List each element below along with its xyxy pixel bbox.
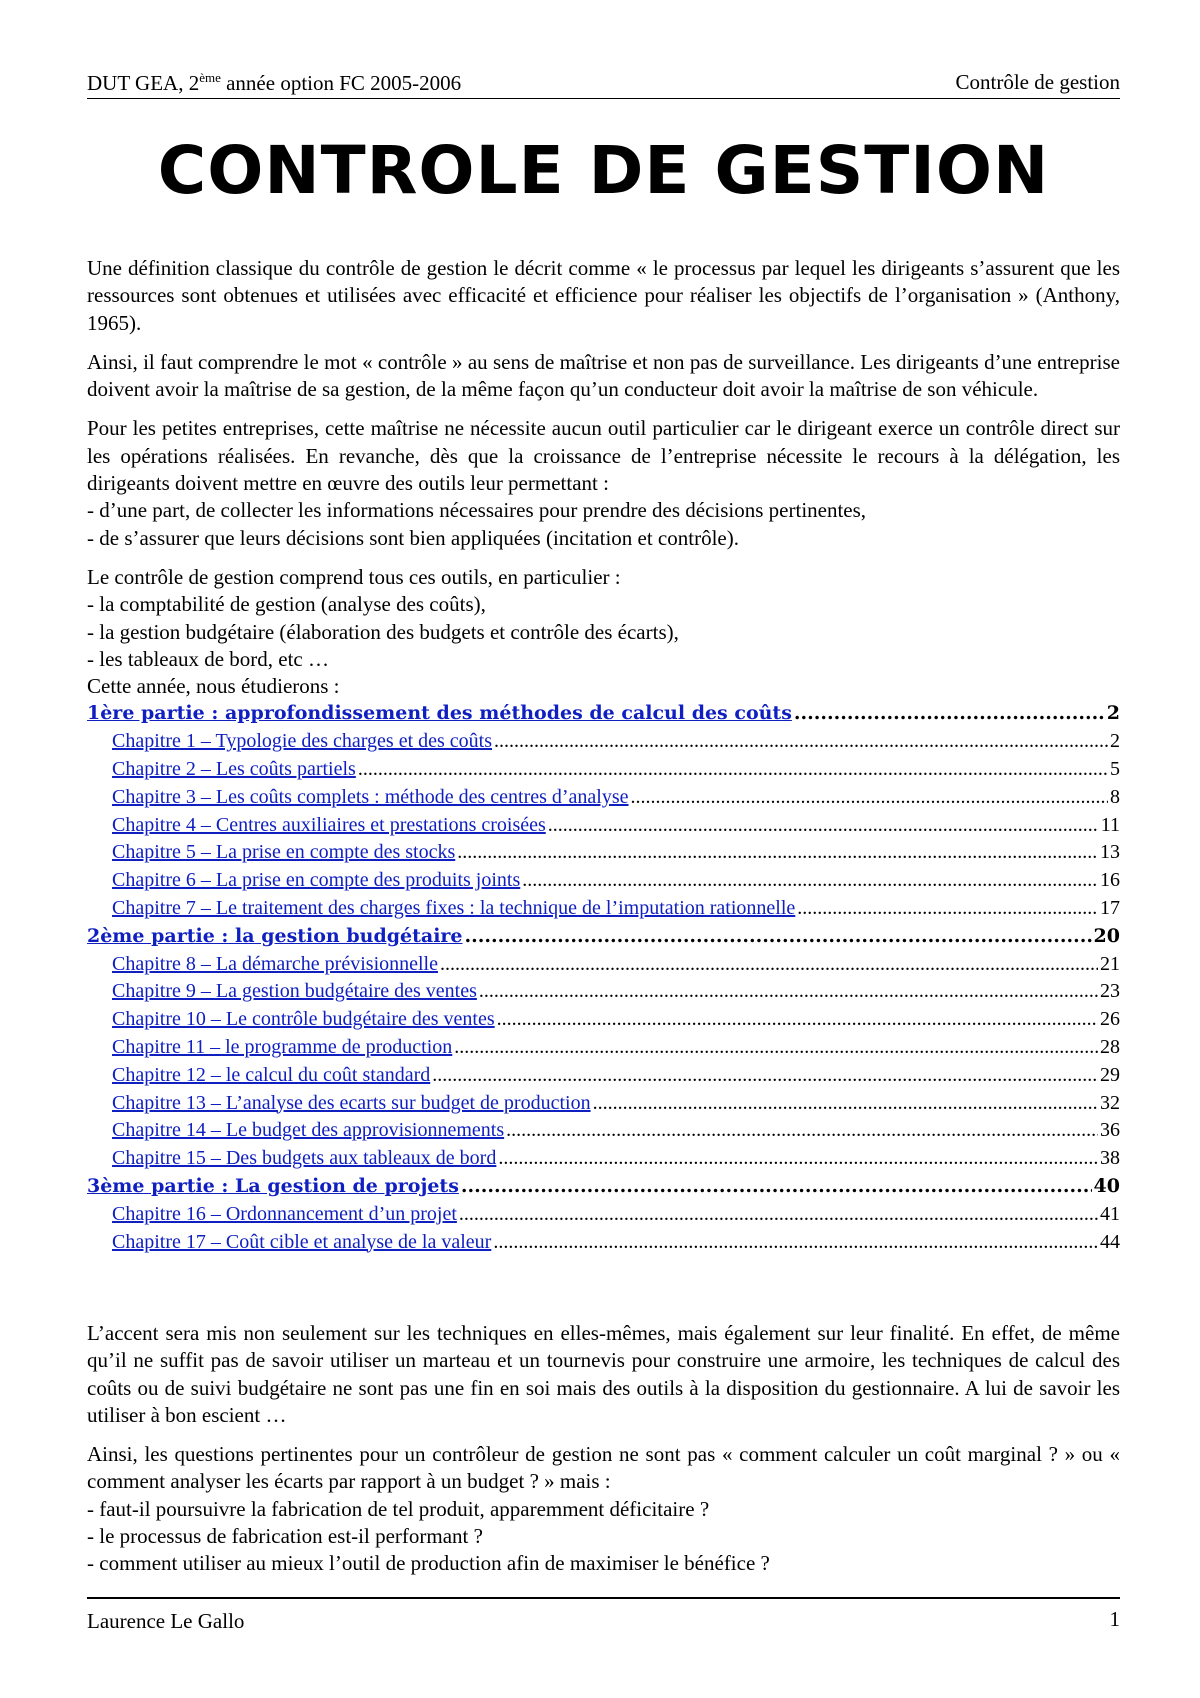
table-of-contents xyxy=(87,700,1120,1256)
toc-link[interactable]: Chapitre 17 – Coût cible et analyse de la valeur xyxy=(112,1230,492,1253)
toc-link[interactable]: Chapitre 2 – Les coûts partiels xyxy=(112,758,356,781)
toc-link[interactable]: Chapitre 6 – La prise en compte des produits joints xyxy=(112,869,521,892)
toc-page-number: 44 xyxy=(1100,1230,1120,1253)
intro-paragraph-3-text: Pour les petites entreprises, cette maîtrise ne nécessite aucun outil particulier car le dirigeant exerce un contrôle direct sur les opérations réalisées. En revanche, dès que la croissance de l’entreprise nécessite le recours à la délégation, les dirigeants doivent mettre en œuvre des outils leur permettant : xyxy=(87,416,1120,496)
toc-chapter-8 xyxy=(87,951,1120,979)
list-item: - la gestion budgétaire (élaboration des budgets et contrôle des écarts), xyxy=(87,619,679,644)
toc-page-number: 13 xyxy=(1100,841,1120,864)
toc-page-number: 38 xyxy=(1100,1147,1120,1170)
intro-paragraph-2: Ainsi, il faut comprendre le mot « contrôle » au sens de maîtrise et non pas de surveillance. Les dirigeants d’une entreprise doivent avoir la maîtrise de sa gestion, de la même façon qu’un conducteur doit avoir la maîtrise de son véhicule. xyxy=(87,349,1120,402)
toc-chapter-5 xyxy=(87,839,1120,867)
toc-chapter-3 xyxy=(87,784,1120,812)
toc-link[interactable]: Chapitre 7 – Le traitement des charges fixes : la technique de l’imputation rationnelle xyxy=(112,897,796,920)
toc-chapter-16 xyxy=(87,1201,1120,1229)
outro-paragraph-2-text: Ainsi, les questions pertinentes pour un contrôleur de gestion ne sont pas « comment calculer un coût marginal ? » ou « comment analyser les écarts par rapport à un budget ? » mais : xyxy=(87,1442,1120,1494)
toc-page-number: 20 xyxy=(1093,924,1120,947)
toc-page-number: 23 xyxy=(1100,980,1120,1003)
toc-chapter-7 xyxy=(87,895,1120,923)
toc-chapter-1 xyxy=(87,728,1120,756)
toc-link[interactable]: Chapitre 11 – le programme de production xyxy=(112,1036,453,1059)
toc-link[interactable]: Chapitre 8 – La démarche prévisionnelle xyxy=(112,952,438,975)
document-body xyxy=(87,255,1120,1256)
toc-link[interactable]: 2ème partie : la gestion budgétaire xyxy=(87,924,463,947)
toc-chapter-11 xyxy=(87,1034,1120,1062)
toc-page-number: 17 xyxy=(1100,897,1120,920)
list-item: - les tableaux de bord, etc … xyxy=(87,646,329,671)
footer-page-number: 1 xyxy=(1109,1607,1120,1631)
toc-chapter-4 xyxy=(87,812,1120,840)
list-item: - faut-il poursuivre la fabrication de tel produit, apparemment déficitaire ? xyxy=(87,1496,710,1521)
toc-link[interactable]: Chapitre 12 – le calcul du coût standard xyxy=(112,1063,431,1086)
toc-link[interactable]: Chapitre 14 – Le budget des approvisionnements xyxy=(112,1119,505,1142)
toc-chapter-10 xyxy=(87,1006,1120,1034)
toc-page-number: 5 xyxy=(1110,758,1120,781)
toc-page-number: 26 xyxy=(1100,1008,1120,1031)
outro-paragraph-2 xyxy=(87,1441,1120,1577)
toc-link[interactable]: Chapitre 10 – Le contrôle budgétaire des ventes xyxy=(112,1008,495,1031)
list-item: - la comptabilité de gestion (analyse des coûts), xyxy=(87,592,486,617)
toc-link[interactable]: Chapitre 16 – Ordonnancement d’un projet xyxy=(112,1202,457,1225)
toc-page-number: 21 xyxy=(1100,952,1120,975)
toc-link[interactable]: Chapitre 13 – L’analyse des ecarts sur budget de production xyxy=(112,1091,591,1114)
toc-page-number: 40 xyxy=(1093,1175,1120,1197)
toc-page-number: 8 xyxy=(1110,785,1120,808)
toc-part-2 xyxy=(87,923,1120,951)
toc-chapter-12 xyxy=(87,1062,1120,1090)
toc-page-number: 11 xyxy=(1100,813,1120,836)
toc-page-number: 2 xyxy=(1106,702,1120,725)
list-item: - de s’assurer que leurs décisions sont bien appliquées (incitation et contrôle). xyxy=(87,525,739,550)
page-header xyxy=(87,70,1120,99)
toc-link[interactable]: Chapitre 1 – Typologie des charges et des coûts xyxy=(112,730,492,753)
page-footer xyxy=(87,1597,1120,1633)
toc-chapter-13 xyxy=(87,1090,1120,1118)
toc-page-number: 29 xyxy=(1100,1063,1120,1086)
toc-page-number: 41 xyxy=(1100,1202,1120,1225)
toc-part-1 xyxy=(87,700,1120,728)
list-item: - le processus de fabrication est-il performant ? xyxy=(87,1524,483,1549)
toc-part-3 xyxy=(87,1173,1120,1201)
toc-link[interactable]: Chapitre 3 – Les coûts complets : méthode des centres d’analyse xyxy=(112,785,629,808)
header-course: DUT GEA, 2ème année option FC 2005-2006 xyxy=(87,70,462,95)
toc-link[interactable]: Chapitre 9 – La gestion budgétaire des ventes xyxy=(112,980,477,1003)
footer-author: Laurence Le Gallo xyxy=(87,1609,245,1633)
outro-paragraph-1: L’accent sera mis non seulement sur les techniques en elles-mêmes, mais également sur leur finalité. En effet, de même qu’il ne suffit pas de savoir utiliser un marteau et un tournevis pour construire une armoire, les techniques de calcul des coûts ou de suivi budgétaire ne sont pas une fin en soi mais des outils à la disposition du gestionnaire. A lui de savoir les utiliser à bon escient … xyxy=(87,1321,1120,1427)
list-item: - d’une part, de collecter les informations nécessaires pour prendre des décisions pertinentes, xyxy=(87,498,867,523)
intro-paragraph-3 xyxy=(87,415,1120,551)
list-item: - comment utiliser au mieux l’outil de production afin de maximiser le bénéfice ? xyxy=(87,1551,770,1576)
toc-page-number: 28 xyxy=(1100,1036,1120,1059)
toc-link[interactable]: 3ème partie : La gestion de projets xyxy=(87,1175,459,1197)
intro-paragraph-4 xyxy=(87,564,1120,700)
toc-chapter-17 xyxy=(87,1229,1120,1257)
toc-link[interactable]: 1ère partie : approfondissement des méthodes de calcul des coûts xyxy=(87,702,792,725)
toc-chapter-9 xyxy=(87,978,1120,1006)
toc-page-number: 32 xyxy=(1100,1091,1120,1114)
document-body-conclusion xyxy=(87,1320,1120,1590)
header-subject: Contrôle de gestion xyxy=(955,70,1120,94)
document-title: CONTROLE DE GESTION xyxy=(157,132,1050,209)
toc-link[interactable]: Chapitre 5 – La prise en compte des stocks xyxy=(112,841,456,864)
toc-page-number: 2 xyxy=(1110,730,1120,753)
toc-page-number: 16 xyxy=(1100,869,1120,892)
toc-link[interactable]: Chapitre 15 – Des budgets aux tableaux de bord xyxy=(112,1147,497,1170)
intro-paragraph-4-text: Le contrôle de gestion comprend tous ces outils, en particulier : xyxy=(87,564,621,589)
toc-chapter-2 xyxy=(87,756,1120,784)
toc-chapter-6 xyxy=(87,867,1120,895)
toc-chapter-15 xyxy=(87,1145,1120,1173)
intro-paragraph-1: Une définition classique du contrôle de gestion le décrit comme « le processus par lequel les dirigeants s’assurent que les ressources sont obtenues et utilisées avec efficacité et efficience pour réaliser les objectifs de l’organisation » (Anthony, 1965). xyxy=(87,256,1120,335)
toc-link[interactable]: Chapitre 4 – Centres auxiliaires et prestations croisées xyxy=(112,813,546,836)
toc-chapter-14 xyxy=(87,1117,1120,1145)
toc-page-number: 36 xyxy=(1100,1119,1120,1142)
list-item: Cette année, nous étudierons : xyxy=(87,674,340,699)
